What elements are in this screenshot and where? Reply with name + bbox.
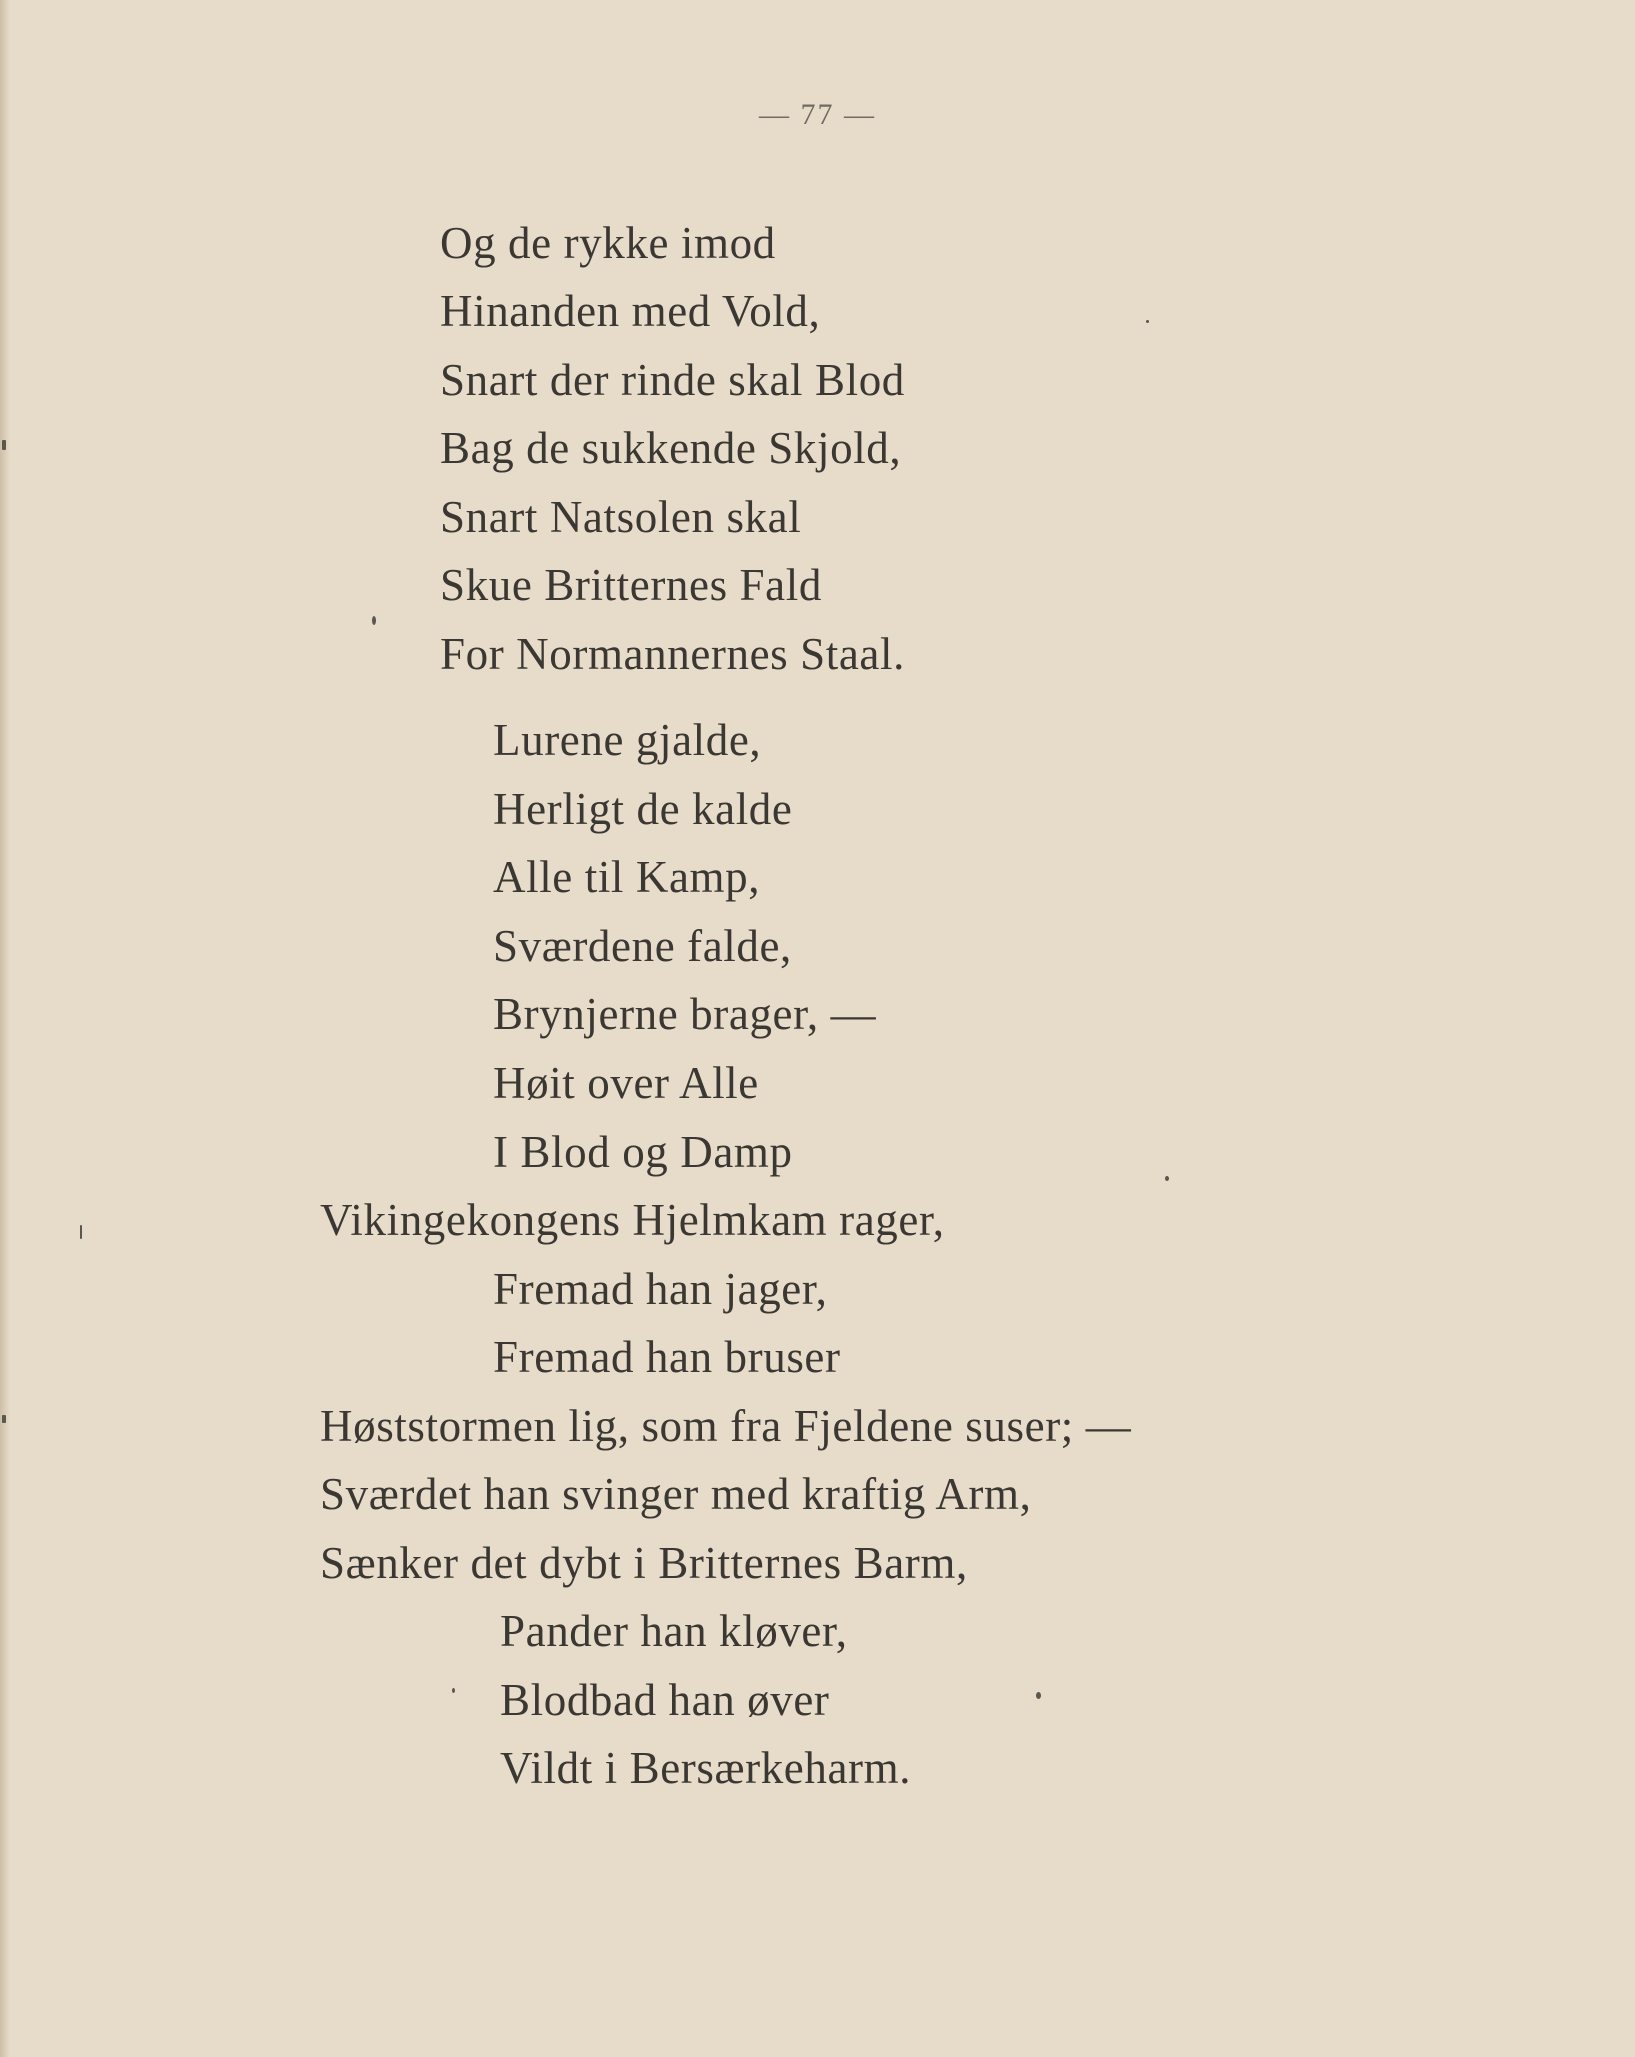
poem-line: Høststormen lig, som fra Fjeldene suser; — — [320, 1401, 1132, 1451]
poem-line: Vikingekongens Hjelmkam rager, — [320, 1195, 945, 1245]
poem-line: Sværdet han svinger med kraftig Arm, — [320, 1469, 1032, 1519]
poem-line: Blodbad han øver — [500, 1675, 830, 1725]
poem-line: Snart der rinde skal Blod — [440, 355, 905, 405]
poem-line: Skue Britternes Fald — [440, 560, 822, 610]
poem-line: Brynjerne brager, — — [493, 989, 877, 1039]
poem-line: Herligt de kalde — [493, 784, 793, 834]
paper-speck — [1146, 320, 1149, 323]
poem-line: Alle til Kamp, — [493, 852, 761, 902]
poem-line: I Blod og Damp — [493, 1127, 793, 1177]
paper-speck — [452, 1688, 455, 1693]
poem-line: Og de rykke imod — [440, 218, 776, 268]
poem-line: Hinanden med Vold, — [440, 286, 821, 336]
poem-line: Fremad han bruser — [493, 1332, 841, 1382]
poem-line: Fremad han jager, — [493, 1264, 828, 1314]
poem-line: Snart Natsolen skal — [440, 492, 802, 542]
poem-line: Vildt i Bersærkeharm. — [500, 1743, 912, 1793]
paper-speck — [2, 440, 6, 450]
paper-speck — [2, 1415, 6, 1423]
poem-line: Sværdene falde, — [493, 921, 792, 971]
poem-line: Sænker det dybt i Britternes Barm, — [320, 1538, 968, 1588]
paper-speck — [80, 1225, 82, 1239]
poem-line: Lurene gjalde, — [493, 715, 762, 765]
paper-speck — [1165, 1176, 1169, 1181]
poem-line: Pander han kløver, — [500, 1606, 848, 1656]
poem-line: For Normannernes Staal. — [440, 629, 905, 679]
poem-line: Bag de sukkende Skjold, — [440, 423, 902, 473]
page-number: — 77 — — [759, 98, 876, 131]
paper-speck — [372, 616, 376, 625]
poem-line: Høit over Alle — [493, 1058, 759, 1108]
paper-speck — [1036, 1692, 1041, 1699]
